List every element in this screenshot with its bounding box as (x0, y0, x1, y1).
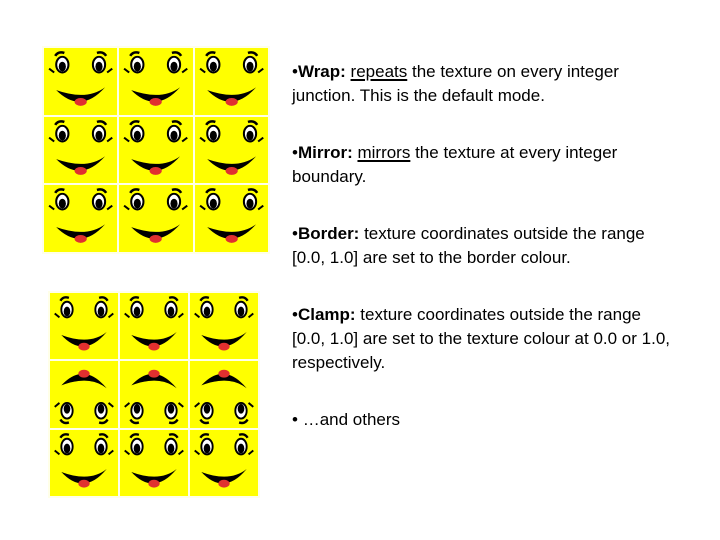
bullet-text: texture coordinates outside the range [0.0, 1.0] are set to the texture colour at 0.0 or 1.0, respectively. (292, 305, 671, 372)
smiley-face-icon (195, 117, 268, 184)
bullet-term: Wrap: (297, 62, 346, 81)
smiley-face-icon (44, 185, 117, 252)
smiley-face-flipped-icon (120, 361, 188, 427)
bullet-text: texture coordinates outside the range [0.0, 1.0] are set to the border colour. (292, 224, 645, 267)
bullet-term: Clamp: (297, 305, 356, 324)
smiley-face-icon (50, 293, 118, 359)
bullet-keyword: mirrors (357, 143, 411, 162)
smiley-face-icon (120, 293, 188, 359)
smiley-face-icon (44, 117, 117, 184)
bullet-term: Border: (297, 224, 360, 243)
bullet-marker: • (292, 410, 298, 429)
bullet-marker: • (292, 143, 298, 162)
bullet-border (292, 222, 672, 270)
wrap-texture-grid (42, 46, 270, 254)
bullet-term: Mirror: (297, 143, 353, 162)
smiley-face-icon (50, 430, 118, 496)
smiley-face-icon (195, 185, 268, 252)
smiley-face-icon (190, 293, 258, 359)
bullet-list (292, 60, 672, 465)
bullet-marker: • (292, 305, 298, 324)
smiley-face-icon (119, 185, 192, 252)
smiley-face-icon (119, 48, 192, 115)
bullet-text: the texture at every integer boundary. (292, 143, 618, 186)
smiley-face-icon (120, 430, 188, 496)
bullet-mirror (292, 141, 672, 189)
smiley-face-icon (195, 48, 268, 115)
smiley-face-icon (190, 430, 258, 496)
bullet-text: the texture on every integer junction. This is the default mode. (292, 62, 619, 105)
smiley-face-icon (119, 117, 192, 184)
mirror-texture-grid (48, 291, 260, 498)
bullet-clamp (292, 303, 672, 375)
bullet-marker: • (292, 62, 298, 81)
smiley-face-flipped-icon (50, 361, 118, 427)
bullet-marker: • (292, 224, 298, 243)
bullet-keyword: repeats (350, 62, 408, 81)
smiley-face-flipped-icon (190, 361, 258, 427)
smiley-face-icon (44, 48, 117, 115)
bullet-text: …and others (302, 410, 401, 429)
bullet-others (292, 408, 672, 432)
bullet-wrap (292, 60, 672, 108)
